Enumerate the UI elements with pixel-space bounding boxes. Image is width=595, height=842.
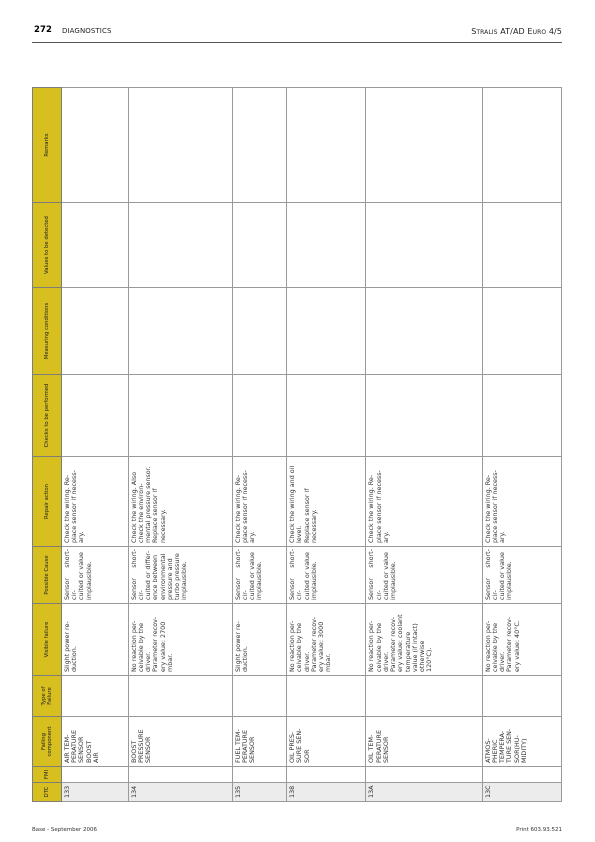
column-header-dtc: DTC (33, 783, 62, 802)
visible-failure-cell: No reaction per- ceivable by the driver. Parameter recov- ery value: 40°C. (482, 604, 561, 676)
remarks-cell (366, 88, 482, 203)
page-number: 272 (34, 25, 53, 35)
measuring-cell (482, 288, 561, 375)
table-header-row (33, 88, 62, 802)
possible-cause-cell: Sensor short-cir- cuited or value implausible. (232, 547, 287, 604)
component-cell: FUEL TEM- PERATURE SENSOR (232, 717, 287, 767)
header-rule (32, 42, 562, 43)
type-cell (62, 676, 129, 717)
section-title: DIAGNOSTICS (62, 27, 112, 35)
document-title: Stralis AT/AD Euro 4/5 (471, 27, 562, 36)
column-header-remarks: Remarks (33, 88, 62, 203)
dtc-cell: 133 (62, 783, 129, 802)
component-cell: OIL PRES- SURE SEN- SOR (287, 717, 366, 767)
dtc-cell: 135 (232, 783, 287, 802)
fmi-cell (128, 767, 232, 783)
dtc-cell: 13C (482, 783, 561, 802)
footer-edition: Base - September 2006 (32, 827, 98, 833)
checks-cell (287, 375, 366, 457)
visible-failure-cell: No reaction per- ceivable by the driver. Parameter recov- ery value: coolant temperature value (if intact) otherwise 120°C). (366, 604, 482, 676)
table-row (232, 88, 287, 802)
component-cell: ATMOS- PHERIC TEMPERA- TURE SEN- SOR(HU- MIDITY) (482, 717, 561, 767)
repair-action-cell: Check the wiring. Also check the environ- mental pressure sensor. Replace sensor if necessary. (128, 457, 232, 547)
column-header-failing-component: Failing component (33, 717, 62, 767)
fmi-cell (366, 767, 482, 783)
visible-failure-cell: Slight power re- duction. (62, 604, 129, 676)
column-header-values: Values to be detected (33, 203, 62, 288)
repair-action-cell: Check the wiring. Re- place sensor if necess- ary. (62, 457, 129, 547)
values-cell (366, 203, 482, 288)
table-row (287, 88, 366, 802)
type-cell (128, 676, 232, 717)
type-cell (482, 676, 561, 717)
measuring-cell (366, 288, 482, 375)
column-header-repair-action: Repair action (33, 457, 62, 547)
values-cell (287, 203, 366, 288)
repair-action-cell: Check the wiring. Re- place sensor if necess- ary. (366, 457, 482, 547)
remarks-cell (62, 88, 129, 203)
column-header-fmi: FMI (33, 767, 62, 783)
footer-print-code: Print 603.93.521 (516, 827, 562, 833)
type-cell (366, 676, 482, 717)
values-cell (482, 203, 561, 288)
column-header-measuring-conditions: Measuring conditions (33, 288, 62, 375)
table-row (366, 88, 482, 802)
diagnostics-table-container (32, 88, 562, 802)
visible-failure-cell: No reaction per- ceivable by the driver. Parameter recov- ery value: 2700 mbar. (128, 604, 232, 676)
dtc-cell: 138 (287, 783, 366, 802)
checks-cell (232, 375, 287, 457)
column-header-checks: Checks to be performed (33, 375, 62, 457)
values-cell (232, 203, 287, 288)
dtc-cell: 13A (366, 783, 482, 802)
measuring-cell (232, 288, 287, 375)
possible-cause-cell: Sensor short-cir- cuited or value implausible. (366, 547, 482, 604)
checks-cell (128, 375, 232, 457)
component-cell: AIR TEM- PERATURE SENSOR BOOST AIR (62, 717, 129, 767)
possible-cause-cell: Sensor short-cir- cuited or value implausible. (482, 547, 561, 604)
dtc-cell: 134 (128, 783, 232, 802)
values-cell (128, 203, 232, 288)
possible-cause-cell: Sensor short-cir- cuited or differ- ence between environmental pressure and turbo pressure implausible. (128, 547, 232, 604)
visible-failure-cell: Slight power re- duction. (232, 604, 287, 676)
repair-action-cell: Check the wiring. Re- place sensor if necess- ary. (232, 457, 287, 547)
repair-action-cell: Check the wiring and oil level. Replace sensor if necessary. (287, 457, 366, 547)
page-header (34, 24, 562, 40)
remarks-cell (482, 88, 561, 203)
repair-action-cell: Check the wiring. Re- place sensor if necess- ary. (482, 457, 561, 547)
fmi-cell (482, 767, 561, 783)
fmi-cell (287, 767, 366, 783)
table-row (482, 88, 561, 802)
possible-cause-cell: Sensor short-cir- cuited or value implausible. (287, 547, 366, 604)
measuring-cell (62, 288, 129, 375)
remarks-cell (232, 88, 287, 203)
possible-cause-cell: Sensor short-cir- cuited or value implausible. (62, 547, 129, 604)
checks-cell (366, 375, 482, 457)
column-header-visible-failure: Visible failure (33, 604, 62, 676)
column-header-possible-cause: Possible Cause (33, 547, 62, 604)
checks-cell (482, 375, 561, 457)
fmi-cell (62, 767, 129, 783)
fmi-cell (232, 767, 287, 783)
component-cell: BOOST PRESSURE SENSOR (128, 717, 232, 767)
remarks-cell (128, 88, 232, 203)
checks-cell (62, 375, 129, 457)
table-row (62, 88, 129, 802)
type-cell (232, 676, 287, 717)
measuring-cell (287, 288, 366, 375)
measuring-cell (128, 288, 232, 375)
values-cell (62, 203, 129, 288)
table-row (128, 88, 232, 802)
diagnostics-table (32, 87, 562, 802)
visible-failure-cell: No reaction per- ceivable by the driver. Parameter recov- ery value: 3000 mbar. (287, 604, 366, 676)
column-header-type-of-failure: Type of Failure (33, 676, 62, 717)
remarks-cell (287, 88, 366, 203)
type-cell (287, 676, 366, 717)
component-cell: OIL TEM- PERATURE SENSOR (366, 717, 482, 767)
